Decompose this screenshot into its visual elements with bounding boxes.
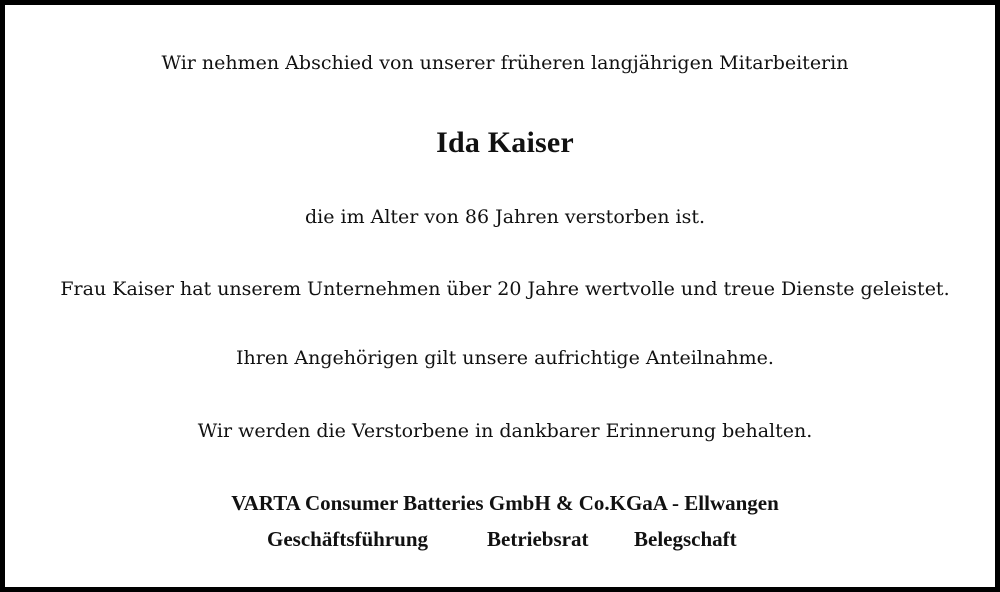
- service-text: Frau Kaiser hat unserem Unternehmen über 20 Jahre wertvolle und treue Dienste geleistet.: [60, 278, 950, 300]
- signer-works-council: Betriebsrat: [487, 527, 589, 551]
- age-text: die im Alter von 86 Jahren verstorben ist.: [304, 206, 706, 228]
- signer-management: Geschäftsführung: [267, 527, 429, 551]
- condolence-text: Ihren Angehörigen gilt unsere aufrichtige Anteilnahme.: [236, 347, 774, 369]
- intro-text: Wir nehmen Abschied von unserer früheren langjährigen Mitarbeiterin: [161, 52, 849, 74]
- memory-text: Wir werden die Verstorbene in dankbarer Erinnerung behalten.: [197, 420, 813, 442]
- company-name: VARTA Consumer Batteries GmbH & Co.KGaA - Ellwangen: [231, 491, 779, 515]
- signer-workforce: Belegschaft: [634, 527, 737, 551]
- deceased-name: Ida Kaiser: [436, 126, 574, 159]
- signers-row: [5, 526, 1000, 552]
